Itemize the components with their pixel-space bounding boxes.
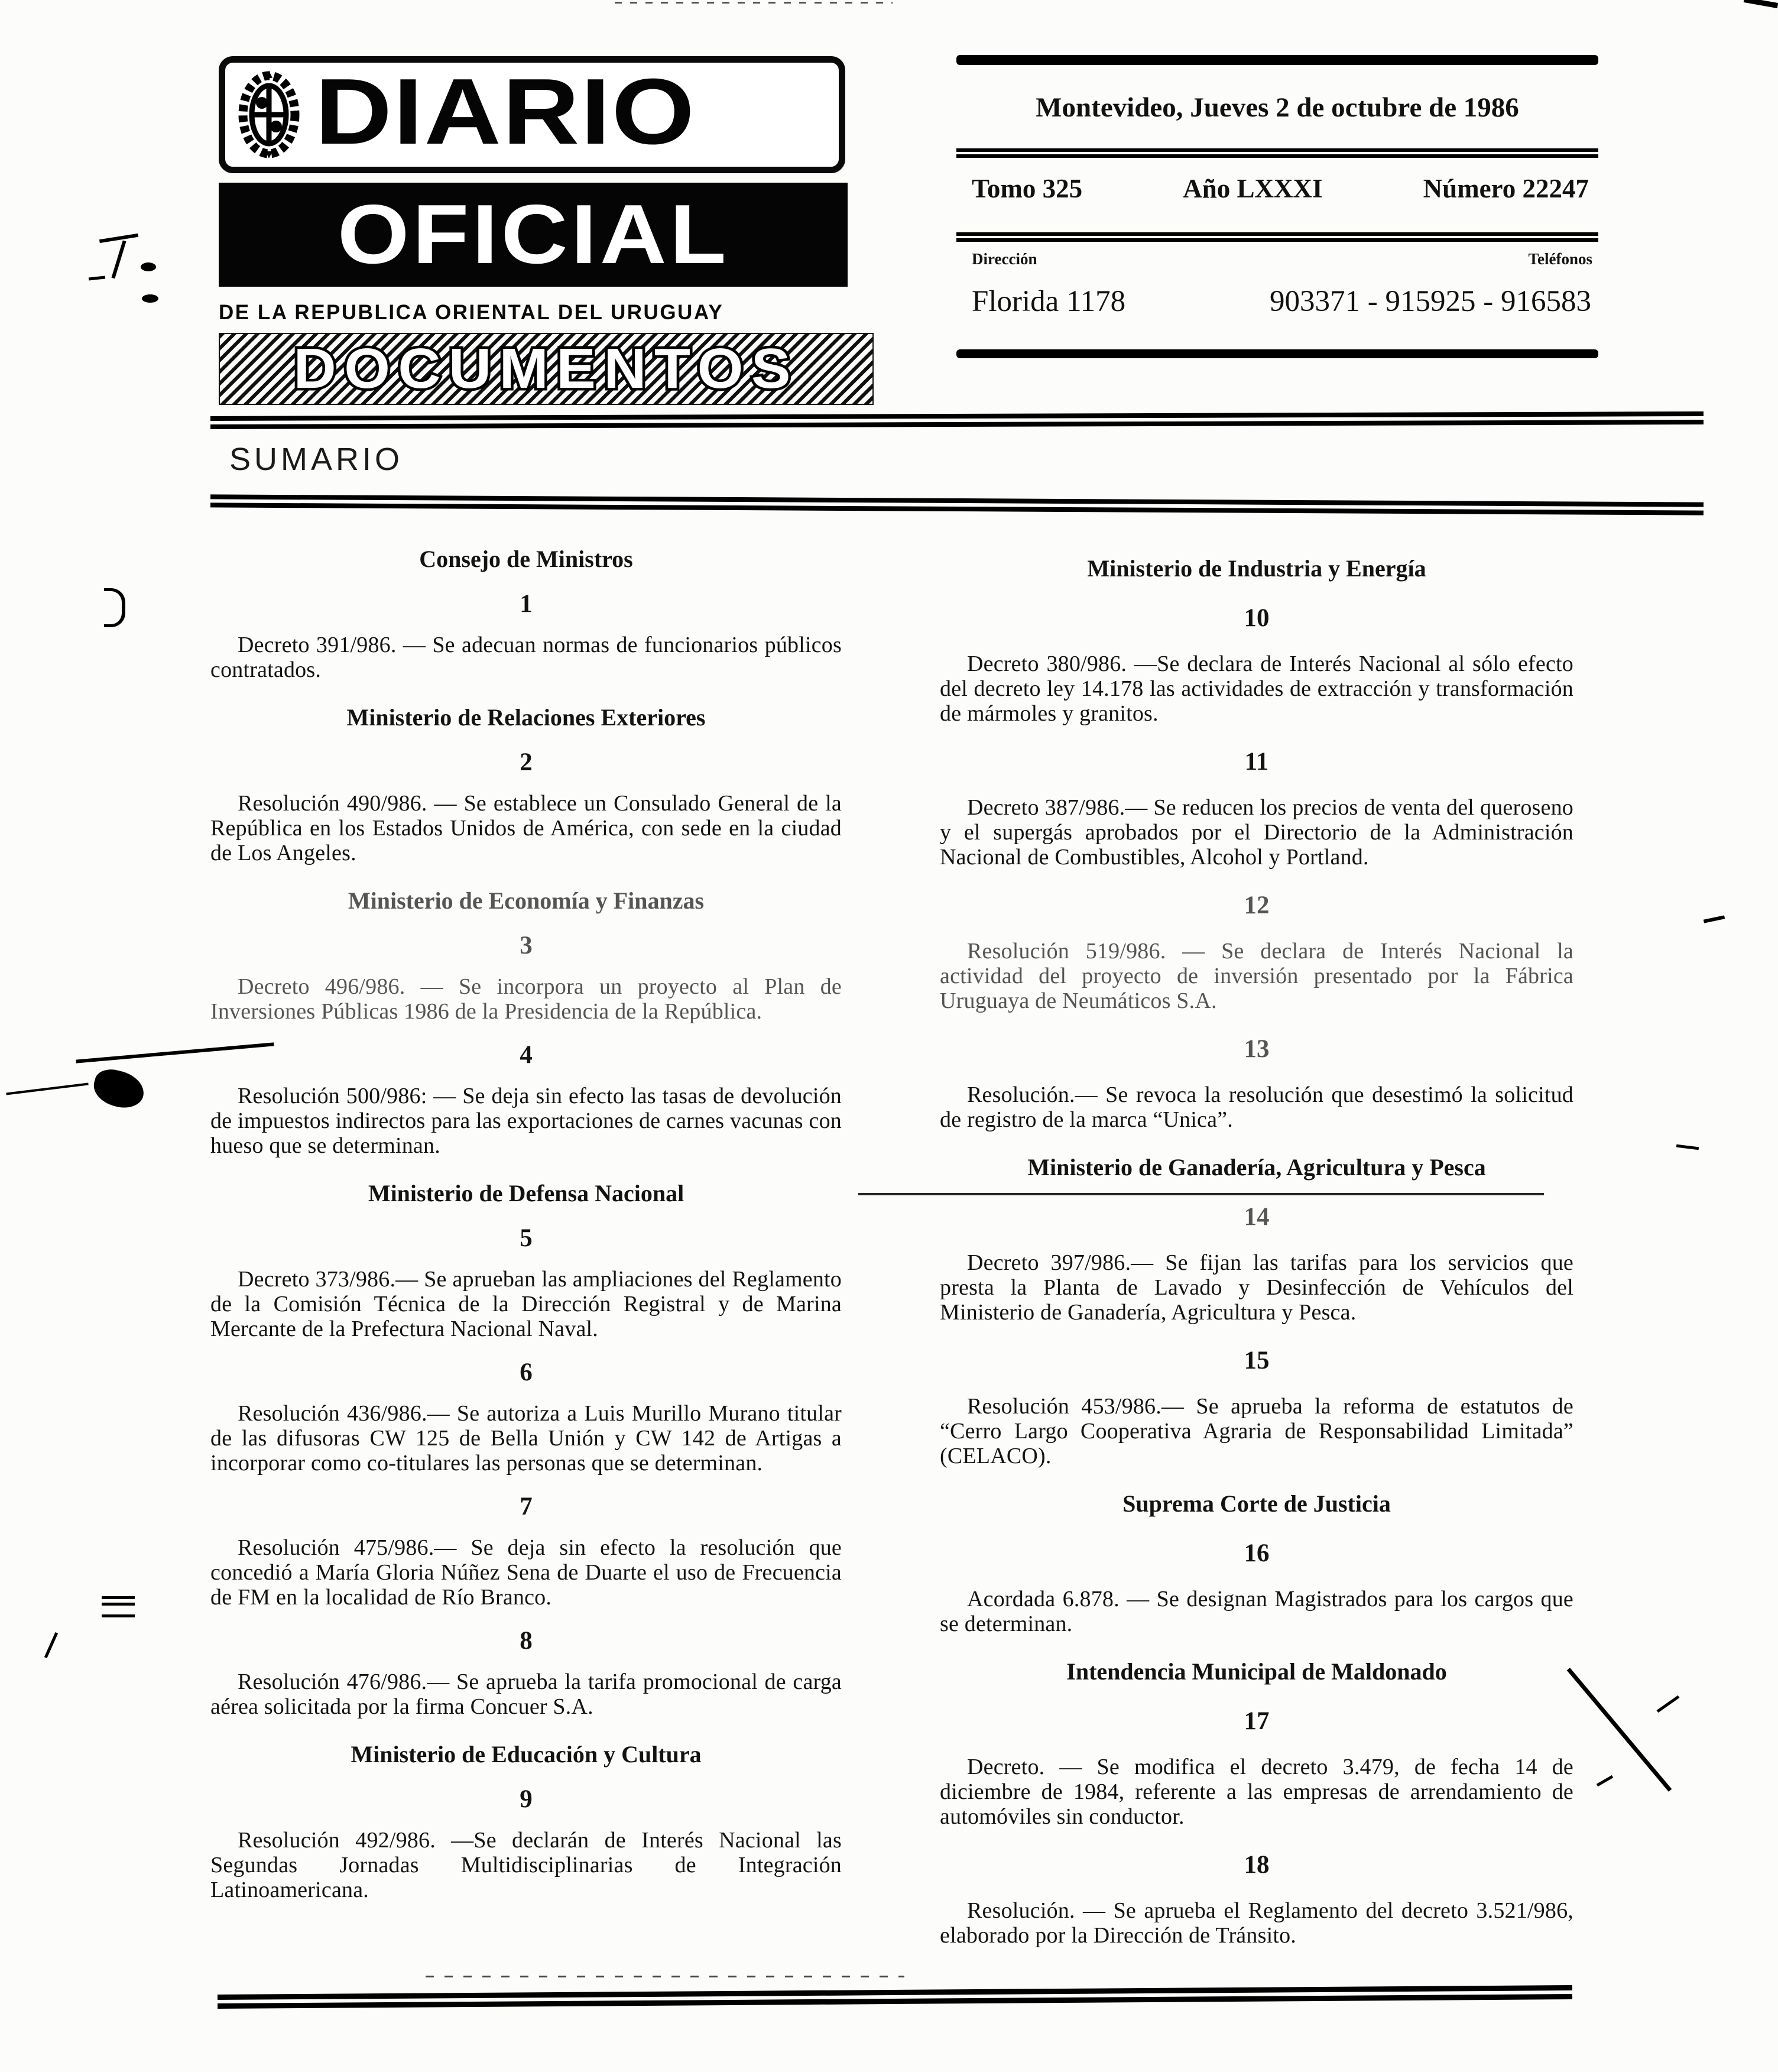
section-heading: Ministerio de Relaciones Exteriores [346,704,706,731]
entry-summary: Resolución 476/986.— Se aprueba la tarifa promocional de carga aérea solicitada por la firma Concuer S.A. [210,1669,842,1719]
documentos-banner-text: DOCUMENTOS [293,337,799,400]
section-heading: Suprema Corte de Justicia [1122,1490,1391,1517]
entry-number: 18 [1244,1851,1270,1879]
scan-artifact [99,234,138,243]
scan-artifact [111,241,126,279]
entry-number: 1 [520,590,533,618]
entry-summary: Resolución. — Se aprueba el Reglamento del decreto 3.521/986, elaborado por la Dirección de Tránsito. [940,1898,1573,1948]
entry-number: 16 [1244,1539,1270,1567]
entry-number: 11 [1244,748,1269,776]
coat-of-arms-icon [238,69,300,161]
scan-artifact [1676,1144,1699,1150]
section-heading: Ministerio de Ganadería, Agricultura y Pesca [1027,1154,1486,1181]
contact-labels-row [972,250,1592,268]
scan-artifact [858,1193,1544,1195]
section-heading: Consejo de Ministros [419,546,633,572]
entry-summary: Acordada 6.878. — Se designan Magistrados para los cargos que se determinan. [940,1587,1573,1636]
masthead-title-line2: OFICIAL [337,187,729,281]
masthead-diario-box [219,56,845,173]
header-separator-rule [210,411,1704,429]
masthead [219,56,876,405]
masthead-oficial-box [219,183,848,287]
scan-artifact [141,262,156,271]
entry-summary: Resolución 453/986.— Se aprueba la reforma de estatutos de “Cerro Largo Cooperativa Agraria de Responsabilidad Limitada” (CELACO). [940,1394,1573,1468]
section-heading: Intendencia Municipal de Maldonado [1066,1658,1447,1685]
entry-number: 12 [1244,891,1270,919]
summary-column-left [210,531,842,1902]
masthead-title-line1: DIARIO [315,60,696,164]
entry-summary: Resolución 436/986.— Se autoriza a Luis Murillo Murano titular de las difusoras CW 125 de Bella Unión y CW 142 de Artigas a incorporar como co-titulares las personas que se determinan. [210,1401,842,1476]
scan-artifact [104,588,125,627]
issue-infobox [956,55,1598,359]
scan-artifact [44,1632,58,1658]
entry-number: 6 [520,1358,533,1386]
documentos-banner [219,333,874,405]
scan-artifact [1597,1775,1613,1786]
entry-number: 9 [520,1785,533,1813]
issue-year: Año LXXXI [1183,174,1323,203]
entry-number: 8 [520,1627,533,1655]
sumario-separator-rule [210,494,1704,515]
issue-meta-row [972,173,1589,204]
double-rule [956,232,1598,242]
entry-summary: Decreto 387/986.— Se reducen los precios de venta del queroseno y el supergás aprobados por el Directorio de la Administración Nacional de Combustibles, Alcohol y Portland. [940,795,1573,870]
entry-summary: Resolución.— Se revoca la resolución que desestimó la solicitud de registro de la marca “Unica”. [940,1082,1573,1132]
section-heading: Ministerio de Defensa Nacional [368,1180,684,1207]
issue-date: Montevideo, Jueves 2 de octubre de 1986 [1036,92,1519,123]
summary-column-right [940,531,1573,1948]
entry-number: 17 [1244,1707,1270,1735]
entry-summary: Decreto 391/986. — Se adecuan normas de funcionarios públicos contratados. [210,633,842,682]
entry-summary: Resolución 519/986. — Se declara de Interés Nacional la actividad del proyecto de inversión presentado por la Fábrica Uruguaya de Neumáticos S.A. [940,939,1573,1013]
scan-artifact [1567,1668,1672,1792]
entry-summary: Resolución 490/986. — Se establece un Consulado General de la República en los Estados Unidos de América, con sede en la ciudad de Los Angeles. [210,791,842,865]
entry-number: 3 [520,932,533,959]
entry-summary: Decreto 397/986.— Se fijan las tarifas para los servicios que presta la Planta de Lavado y Desinfección de Vehículos del Ministerio de Ganadería, Agricultura y Pesca. [940,1250,1573,1325]
bottom-rule [218,1985,1572,2009]
entry-summary: Decreto 373/986.— Se aprueban las ampliaciones del Reglamento de la Comisión Técnica de la Dirección Registral y de Marina Mercante de la Prefectura Nacional Naval. [210,1267,842,1341]
scan-artifact [142,294,158,303]
entry-number: 7 [520,1493,533,1520]
entry-summary: Resolución 475/986.— Se deja sin efecto la resolución que concedió a María Gloria Núñez Sena de Duarte el uso de Frecuencia de FM en la localidad de Río Branco. [210,1535,842,1610]
thick-rule-top [956,55,1598,65]
sumario-title: SUMARIO [229,442,404,477]
scan-artifact [426,1976,904,1977]
contact-values-row [972,284,1591,319]
scan-artifact [1657,1695,1680,1713]
entry-number: 2 [520,748,533,776]
scan-artifact [615,2,893,4]
entry-summary: Decreto 380/986. —Se declara de Interés Nacional al sólo efecto del decreto ley 14.178 las actividades de extracción y transformación de mármoles y granitos. [940,651,1573,726]
entry-number: 14 [1244,1203,1270,1231]
scan-artifact [89,276,105,281]
scan-artifact [90,1065,148,1112]
section-heading: Ministerio de Industria y Energía [1087,555,1426,582]
entry-number: 5 [520,1224,533,1252]
direccion-value: Florida 1178 [972,285,1126,318]
issue-tomo: Tomo 325 [972,174,1083,203]
entry-summary: Resolución 500/986: — Se deja sin efecto las tasas de devolución de impuestos indirectos para las exportaciones de carnes vacunas con hueso que se determinan. [210,1084,842,1158]
scan-artifact [102,1596,135,1617]
issue-number: Número 22247 [1423,174,1589,203]
scan-artifact [1704,915,1725,923]
entry-summary: Decreto. — Se modifica el decreto 3.479, de fecha 14 de diciembre de 1984, referente a las empresas de arrendamiento de automóviles sin conductor. [940,1755,1573,1829]
entry-summary: Decreto 496/986. — Se incorpora un proyecto al Plan de Inversiones Públicas 1986 de la Presidencia de la República. [210,974,842,1024]
masthead-subtitle: DE LA REPUBLICA ORIENTAL DEL URUGUAY [219,301,724,324]
scan-artifact [6,1082,88,1095]
section-heading: Ministerio de Educación y Cultura [351,1741,702,1768]
thick-rule-bottom [956,349,1598,358]
double-rule [956,148,1598,158]
scan-artifact [1744,0,1778,8]
entry-number: 4 [520,1041,533,1069]
direccion-label: Dirección [972,250,1037,268]
entry-number: 15 [1244,1347,1270,1374]
telefonos-label: Teléfonos [1528,250,1592,268]
entry-summary: Resolución 492/986. —Se declarán de Interés Nacional las Segundas Jornadas Multidisciplinarias de Integración Latinoamericana. [210,1828,842,1902]
entry-number: 13 [1244,1035,1270,1063]
entry-number: 10 [1244,604,1270,632]
telefonos-value: 903371 - 915925 - 916583 [1270,285,1591,318]
section-heading: Ministerio de Economía y Finanzas [348,887,705,914]
